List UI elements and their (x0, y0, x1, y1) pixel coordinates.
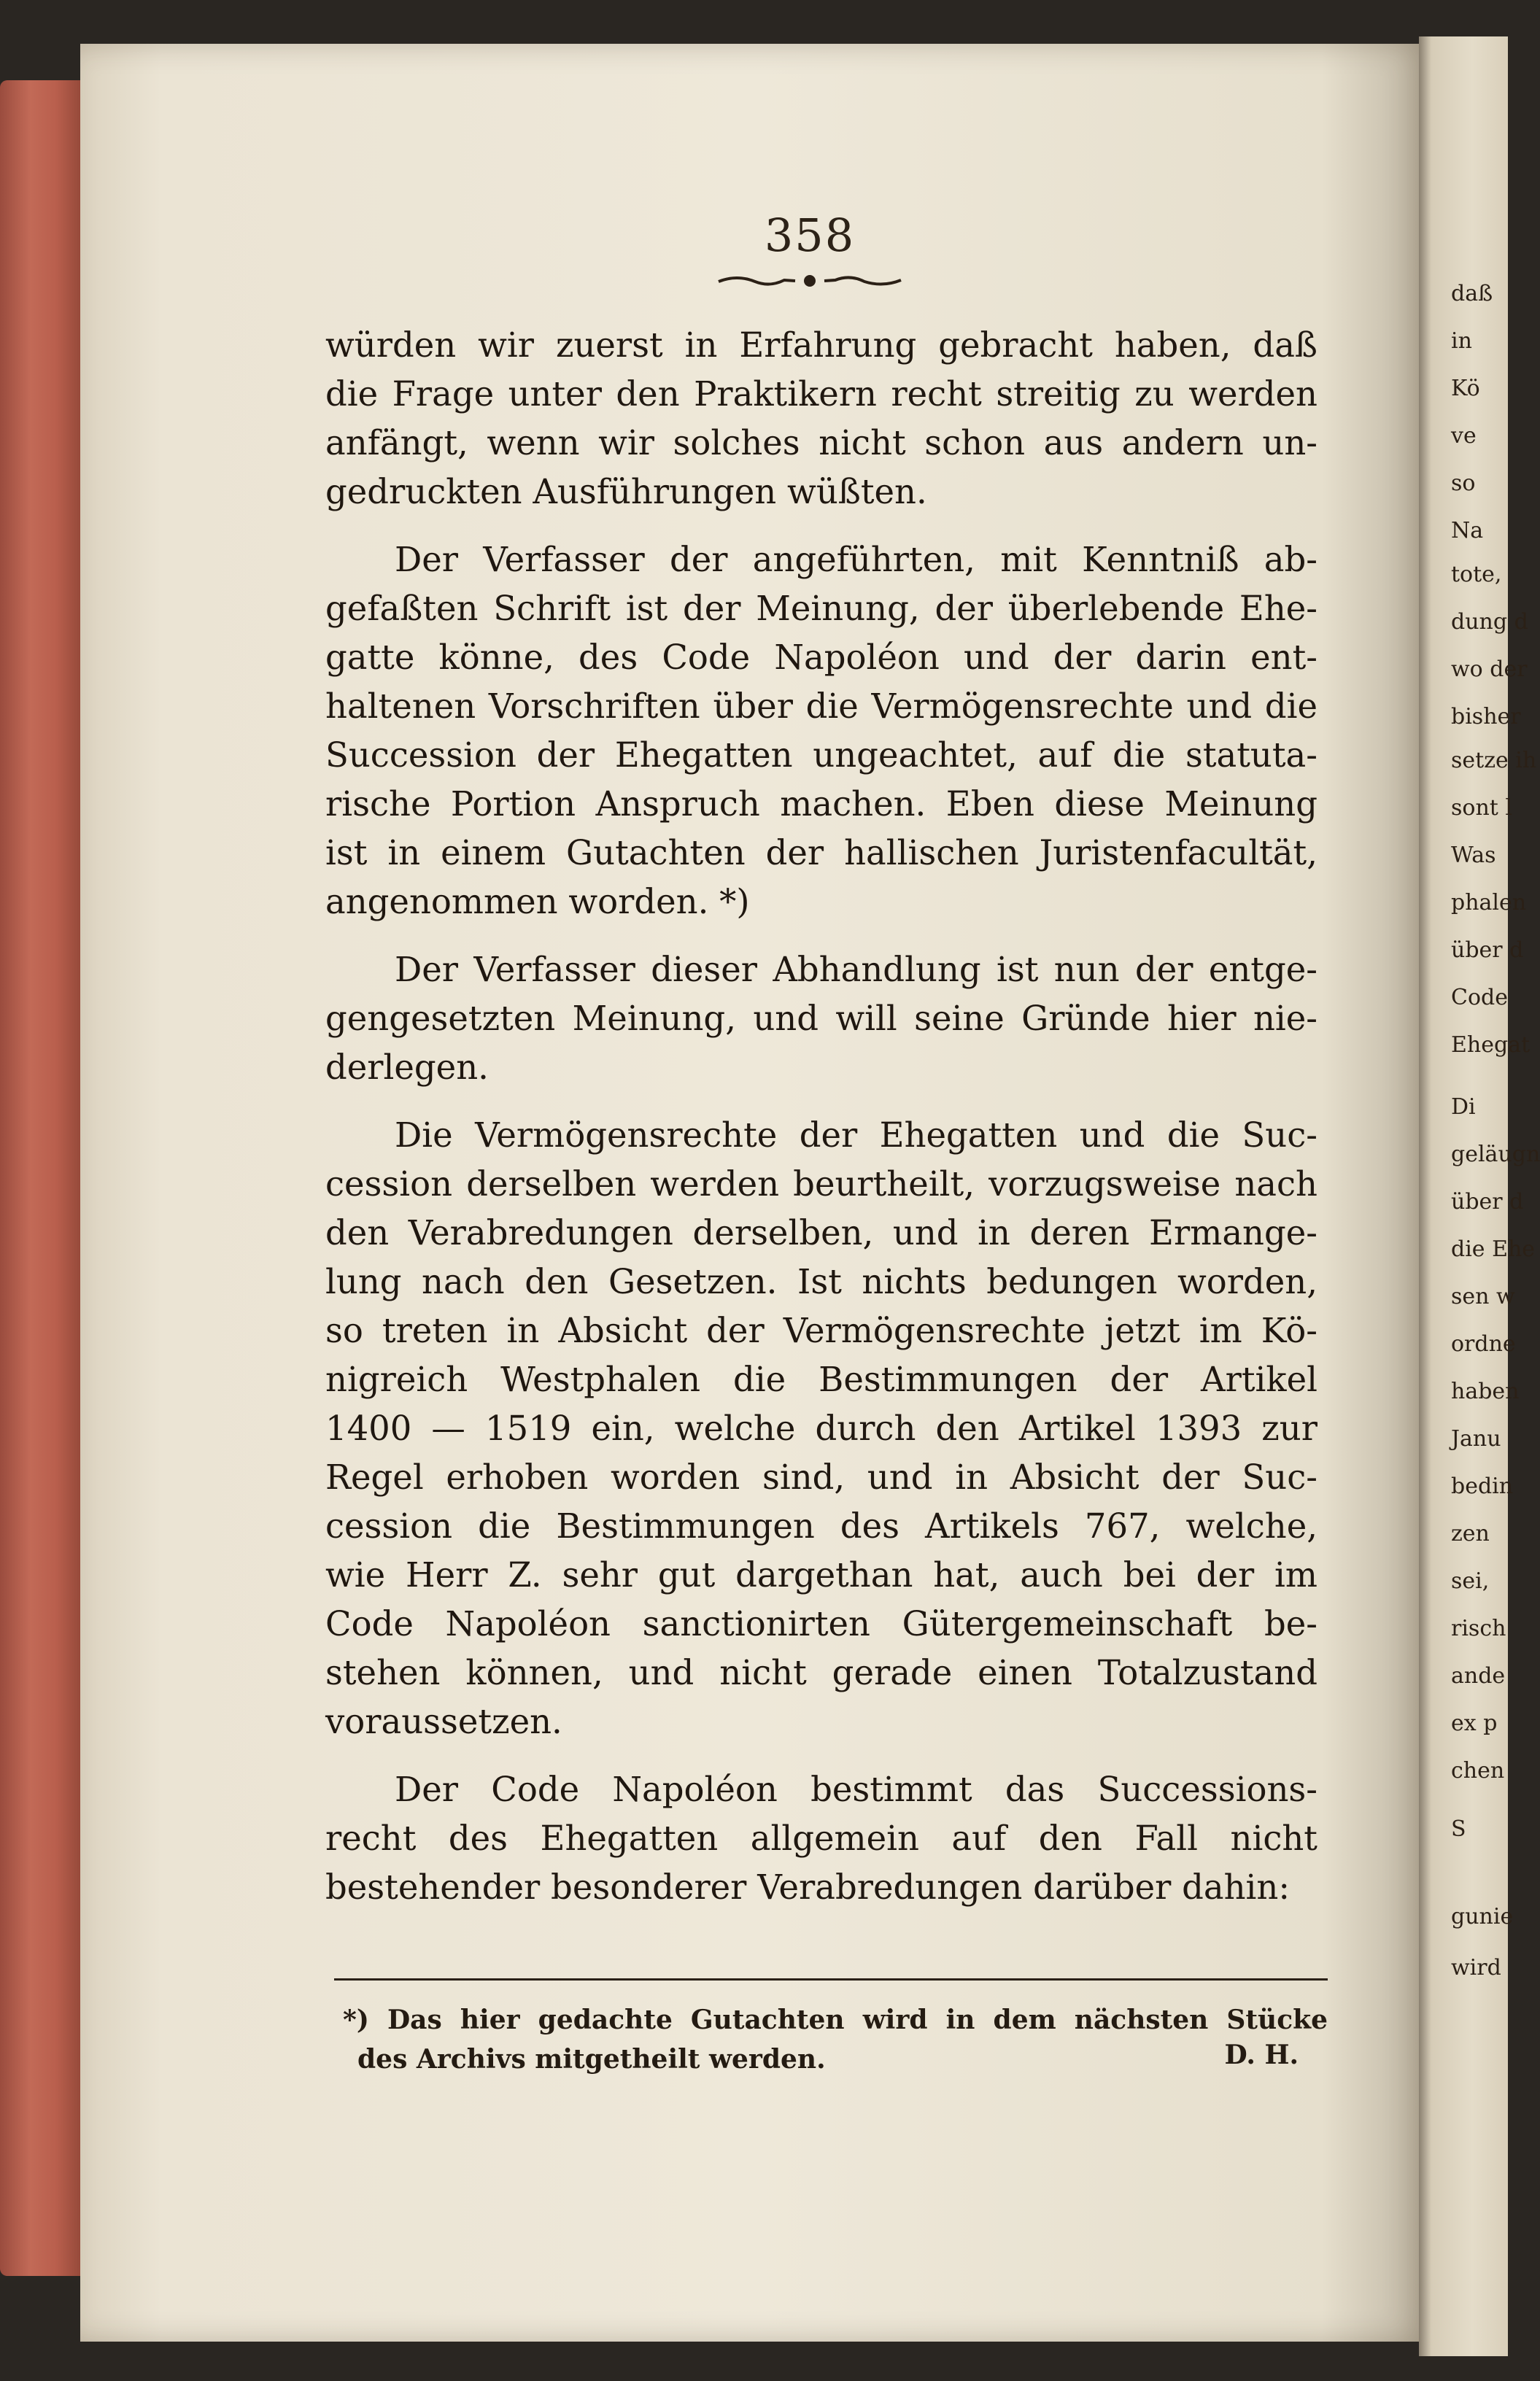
facing-line: wo der (1451, 657, 1528, 682)
text-line: gengesetzten Meinung, und will seine Gründe hier nie- (325, 999, 1317, 1038)
facing-line: Code (1451, 985, 1508, 1010)
text-line: gatte könne, des Code Napoléon und der darin ent- (325, 638, 1317, 677)
facing-line: sei, (1451, 1568, 1490, 1594)
facing-line: sont l (1451, 795, 1512, 821)
facing-line: Was (1451, 843, 1496, 868)
book-edge (0, 80, 86, 2276)
text-line: haltenen Vorschriften über die Vermögensrechte und die (325, 686, 1317, 726)
text-line: würden wir zuerst in Erfahrung gebracht haben, daß (325, 325, 1317, 365)
footnote-line: *) Das hier gedachte Gutachten wird in dem nächsten Stücke (343, 2005, 1328, 2035)
facing-line: Kö (1451, 376, 1480, 401)
text-line: stehen können, und nicht gerade einen Totalzustand (325, 1653, 1317, 1692)
text-line: voraussetzen. (325, 1702, 562, 1741)
text-line: bestehender besonderer Verabredungen darüber dahin: (325, 1867, 1291, 1907)
ornament-divider-icon (715, 270, 905, 292)
facing-line: setze ih (1451, 748, 1537, 773)
facing-line: Di (1451, 1094, 1476, 1120)
facing-line: risch (1451, 1616, 1506, 1641)
facing-line: gunie (1451, 1904, 1514, 1929)
text-line: 1400 — 1519 ein, welche durch den Artikel 1393 zur (325, 1409, 1317, 1448)
text-line: die Frage unter den Praktikern recht streitig zu werden (325, 374, 1317, 414)
text-line: wie Herr Z. sehr gut dargethan hat, auch bei der im (325, 1555, 1317, 1595)
facing-line: Janu (1451, 1426, 1501, 1452)
text-line: derlegen. (325, 1048, 489, 1087)
text-line: gefaßten Schrift ist der Meinung, der überlebende Ehe- (325, 589, 1317, 628)
text-line: Succession der Ehegatten ungeachtet, auf die statuta- (325, 735, 1317, 775)
facing-line: daß (1451, 281, 1493, 306)
facing-line: dung d (1451, 609, 1528, 635)
footnote-signature: D. H. (1224, 2040, 1299, 2070)
facing-line: S (1451, 1816, 1466, 1842)
page-number: 358 (764, 209, 856, 262)
facing-line: in (1451, 328, 1472, 354)
text-line: anfängt, wenn wir solches nicht schon aus andern un- (325, 423, 1317, 462)
text-line: rische Portion Anspruch machen. Eben diese Meinung (325, 784, 1317, 824)
text-line: recht des Ehegatten allgemein auf den Fall nicht (325, 1819, 1317, 1858)
text-line: den Verabredungen derselben, und in deren Ermange- (325, 1213, 1317, 1253)
footnote-line: des Archivs mitgetheilt werden. (357, 2044, 826, 2075)
facing-line: wird (1451, 1955, 1501, 1981)
facing-line: bedin (1451, 1474, 1514, 1499)
facing-line: ve (1451, 423, 1477, 449)
text-line: angenommen worden. *) (325, 882, 750, 921)
text-line: Die Vermögensrechte der Ehegatten und die Suc- (395, 1115, 1317, 1155)
facing-line: die Ehe (1451, 1236, 1536, 1262)
facing-line: über d (1451, 1189, 1524, 1215)
facing-line: tote, (1451, 562, 1502, 587)
footnote (343, 2000, 1328, 2079)
footnote-rule (334, 1978, 1328, 1981)
facing-line: phalen (1451, 890, 1527, 915)
facing-line: haben (1451, 1379, 1520, 1404)
facing-line: sen w (1451, 1284, 1515, 1309)
facing-line: ex p (1451, 1711, 1498, 1736)
body-text (325, 321, 1317, 1912)
text-line: nigreich Westphalen die Bestimmungen der Artikel (325, 1360, 1317, 1399)
text-line: Regel erhoben worden sind, und in Absicht der Suc- (325, 1457, 1317, 1497)
facing-page-fragment (1419, 36, 1540, 2356)
text-line: lung nach den Gesetzen. Ist nichts bedungen worden, (325, 1262, 1317, 1301)
text-line: Der Verfasser dieser Abhandlung ist nun der entge- (395, 950, 1317, 989)
text-line: gedruckten Ausführungen wüßten. (325, 472, 927, 511)
facing-line: bisher (1451, 704, 1521, 729)
facing-line: so (1451, 471, 1476, 496)
text-line: Der Verfasser der angeführten, mit Kenntniß ab- (395, 540, 1317, 579)
text-line: Code Napoléon sanctionirten Gütergemeinschaft be- (325, 1604, 1317, 1644)
facing-line: über d (1451, 937, 1524, 963)
facing-line: ande (1451, 1663, 1506, 1689)
text-line: cession derselben werden beurtheilt, vorzugsweise nach (325, 1164, 1317, 1204)
facing-line: Na (1451, 518, 1484, 543)
text-line: ist in einem Gutachten der hallischen Juristenfacultät, (325, 833, 1317, 872)
facing-line: chen (1451, 1758, 1505, 1784)
facing-line: geläugn (1451, 1142, 1540, 1167)
facing-line: Ehegat (1451, 1032, 1531, 1058)
facing-line: zen (1451, 1521, 1490, 1546)
text-line: Der Code Napoléon bestimmt das Successions- (395, 1770, 1317, 1809)
facing-line: ordne (1451, 1331, 1516, 1357)
text-line: cession die Bestimmungen des Artikels 767, welche, (325, 1506, 1317, 1546)
text-line: so treten in Absicht der Vermögensrechte jetzt im Kö- (325, 1311, 1317, 1350)
